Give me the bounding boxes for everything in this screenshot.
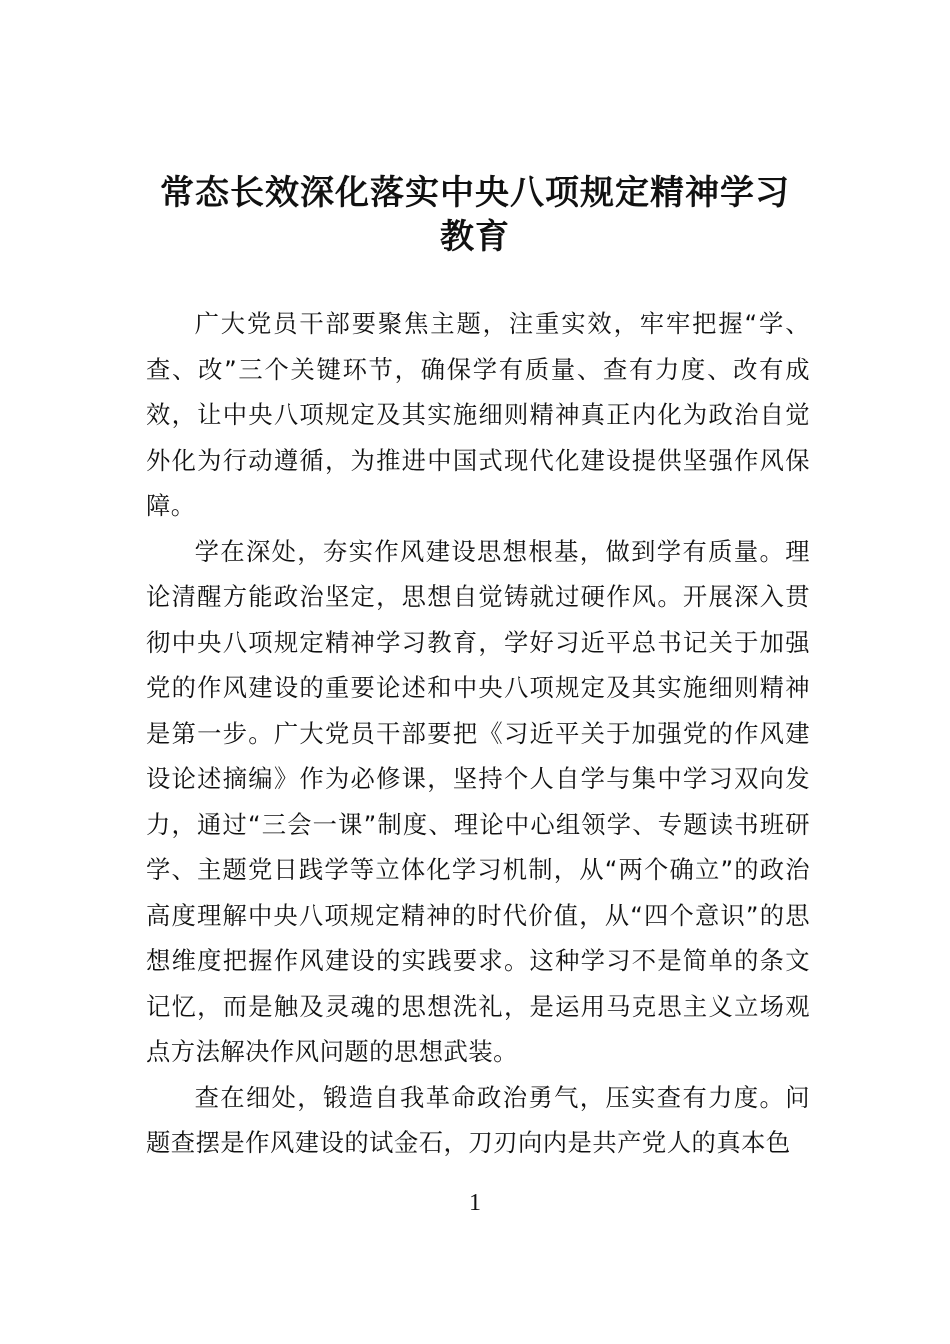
document-title-line-1: 常态长效深化落实中央八项规定精神学习 [160,173,790,213]
document-title-line-2: 教育 [440,217,510,257]
document-body [146,301,810,1166]
paragraph-intro: 广大党员干部要聚焦主题，注重实效，牢牢把握“学、查、改”三个关键环节，确保学有质量、查有力度、改有成效，让中央八项规定及其实施细则精神真正内化为政治自觉外化为行动遵循，为推进中国式现代化建设提供坚强作风保障。 [146,309,810,520]
page-number: 1 [469,1190,481,1216]
paragraph-check: 查在细处，锻造自我革命政治勇气，压实查有力度。问题查摆是作风建设的试金石，刀刃向内是共产党人的真本色 [146,1082,810,1157]
paragraph-study: 学在深处，夯实作风建设思想根基，做到学有质量。理论清醒方能政治坚定，思想自觉铸就过硬作风。开展深入贯彻中央八项规定精神学习教育，学好习近平总书记关于加强党的作风建设的重要论述和中央八项规定及其实施细则精神是第一步。广大党员干部要把《习近平关于加强党的作风建设论述摘编》作为必修课，坚持个人自学与集中学习双向发力，通过“三会一课”制度、理论中心组领学、专题读书班研学、主题党日践学等立体化学习机制，从“两个确立”的政治高度理解中央八项规定精神的时代价值，从“四个意识”的思想维度把握作风建设的实践要求。这种学习不是简单的条文记忆，而是触及灵魂的思想洗礼，是运用马克思主义立场观点方法解决作风问题的思想武装。 [146,536,810,1066]
